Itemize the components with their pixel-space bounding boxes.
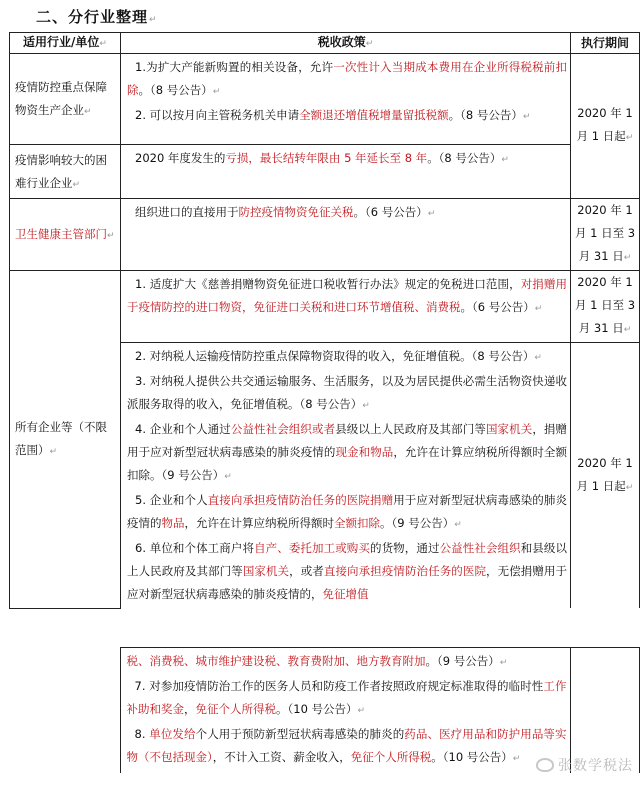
policy-cell: 税、消费税、城市维护建设税、教育费附加、地方教育附加。（9 号公告）↵ 7. 对参加疫情防治工作的医务人员和防疫工作者按照政府规定标准取得的临时性工作补助和奖金，免征个人所得税。（10 号公告）↵ 8. 单位发给个人用于预防新型冠状病毒感染的肺炎的药品、医疗用品和防护用品等实物（不包括现金），不计入工资、薪金收入，免征个人所得税。（10 号公告）↵ — [120, 648, 570, 774]
table-header-row — [10, 33, 640, 54]
table-row — [10, 199, 640, 271]
section-title: 二、分行业整理↵ — [36, 8, 158, 26]
industry-cell: 疫情影响较大的困难行业企业↵ — [10, 145, 121, 199]
period-cell: 2020 年 1 月 1 日起↵ — [571, 343, 640, 609]
industry-cell: 所有企业等（不限范围）↵ — [10, 271, 121, 609]
period-cell: 2020 年 1 月 1 日起↵ — [571, 54, 640, 199]
header-period: 执行期间 — [571, 33, 640, 54]
policy-cell: 1.为扩大产能新购置的相关设备，允许一次性计入当期成本费用在企业所得税税前扣除。（8 号公告）↵ 2. 可以按月向主管税务机关申请全额退还增值税增量留抵税额。（8 号公告）↵ — [121, 54, 571, 145]
watermark: 张数学税法 — [536, 755, 633, 775]
table-row — [10, 54, 640, 145]
industry-cell-empty — [9, 648, 120, 774]
period-cell: 2020 年 1 月 1 日至 3 月 31 日↵ — [571, 199, 640, 271]
industry-cell: 疫情防控重点保障物资生产企业↵ — [10, 54, 121, 145]
header-industry: 适用行业/单位↵ — [10, 33, 121, 54]
table-row — [10, 271, 640, 343]
table-row — [10, 145, 640, 199]
policy-cell: 2020 年度发生的亏损，最长结转年限由 5 年延长至 8 年。（8 号公告）↵ — [121, 145, 571, 199]
period-cell: 2020 年 1 月 1 日至 3 月 31 日↵ — [571, 271, 640, 343]
policy-cell: 1. 适度扩大《慈善捐赠物资免征进口税收暂行办法》规定的免税进口范围，对捐赠用于疫情防控的进口物资，免征进口关税和进口环节增值税、消费税。（6 号公告）↵ — [121, 271, 571, 343]
policy-table — [9, 32, 640, 609]
industry-cell: 卫生健康主管部门↵ — [10, 199, 121, 271]
weibo-icon — [536, 758, 554, 772]
policy-cell: 组织进口的直接用于防控疫情物资免征关税。（6 号公告）↵ — [121, 199, 571, 271]
header-policy: 税收政策↵ — [121, 33, 571, 54]
policy-cell: 2. 对纳税人运输疫情防控重点保障物资取得的收入，免征增值税。（8 号公告）↵ 3. 对纳税人提供公共交通运输服务、生活服务，以及为居民提供必需生活物资快递收派服务取得的收入，免征增值税。（8 号公告）↵ 4. 企业和个人通过公益性社会组织或者县级以上人民政府及其部门等国家机关，捐赠用于应对新型冠状病毒感染的肺炎疫情的现金和物品，允许在计算应纳税所得额时全额扣除。（9 号公告）↵ 5. 企业和个人直接向承担疫情防治任务的医院捐赠用于应对新型冠状病毒感染的肺炎疫情的物品，允许在计算应纳税所得额时全额扣除。（9 号公告）↵ 6. 单位和个体工商户将自产、委托加工或购买的货物，通过公益性社会组织和县级以上人民政府及其部门等国家机关，或者直接向承担疫情防治任务的医院，无偿捐赠用于应对新型冠状病毒感染的肺炎疫情的，免征增值 — [121, 343, 571, 609]
